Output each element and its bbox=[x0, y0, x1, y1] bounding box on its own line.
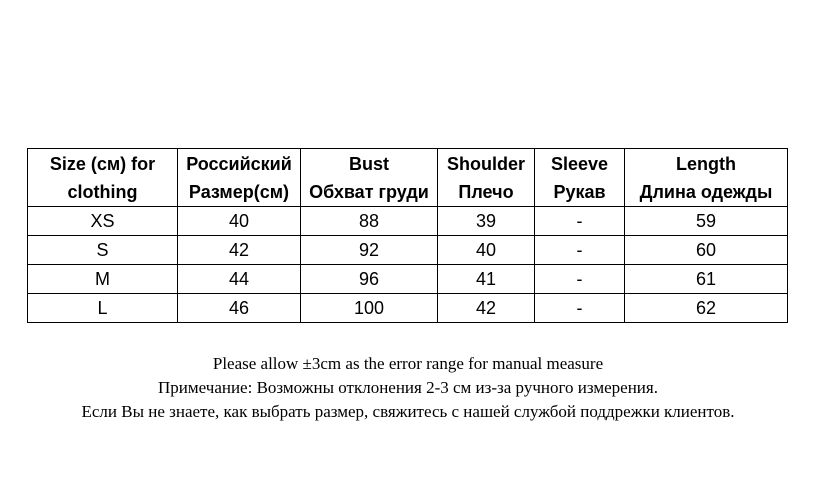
header-bust-line2: Обхват груди bbox=[309, 181, 429, 202]
header-russian-size-line1: Российский bbox=[186, 153, 292, 174]
cell-bust: 92 bbox=[301, 236, 438, 265]
cell-shoulder: 41 bbox=[438, 265, 535, 294]
cell-length: 62 bbox=[625, 294, 788, 323]
cell-shoulder: 42 bbox=[438, 294, 535, 323]
cell-shoulder: 39 bbox=[438, 207, 535, 236]
cell-bust: 88 bbox=[301, 207, 438, 236]
cell-bust: 100 bbox=[301, 294, 438, 323]
cell-bust: 96 bbox=[301, 265, 438, 294]
cell-size: L bbox=[28, 294, 178, 323]
cell-sleeve: - bbox=[535, 294, 625, 323]
size-chart-table bbox=[27, 148, 788, 323]
header-shoulder-line2: Плечо bbox=[458, 181, 514, 202]
cell-length: 61 bbox=[625, 265, 788, 294]
header-russian-size-line2: Размер(см) bbox=[188, 181, 290, 202]
cell-length: 59 bbox=[625, 207, 788, 236]
header-bust bbox=[301, 149, 438, 207]
header-length-line2: Длина одежды bbox=[639, 181, 773, 202]
note-measure-tolerance-ru: Примечание: Возможны отклонения 2-3 см из-за ручного измерения. bbox=[158, 378, 658, 397]
header-shoulder bbox=[438, 149, 535, 207]
header-size-line2: clothing bbox=[67, 181, 138, 202]
cell-russian-size: 42 bbox=[178, 236, 301, 265]
table-row bbox=[28, 207, 788, 236]
cell-russian-size: 44 bbox=[178, 265, 301, 294]
cell-length: 60 bbox=[625, 236, 788, 265]
table-row bbox=[28, 236, 788, 265]
cell-size: S bbox=[28, 236, 178, 265]
header-bust-line1: Bust bbox=[349, 153, 389, 174]
header-shoulder-line1: Shoulder bbox=[446, 153, 525, 174]
cell-shoulder: 40 bbox=[438, 236, 535, 265]
header-sleeve-line2: Рукав bbox=[553, 181, 606, 202]
note-measure-tolerance-en: Please allow ±3cm as the error range for manual measure bbox=[212, 354, 604, 373]
cell-sleeve: - bbox=[535, 236, 625, 265]
cell-sleeve: - bbox=[535, 207, 625, 236]
header-length bbox=[625, 149, 788, 207]
header-sleeve-line1: Sleeve bbox=[550, 153, 609, 174]
table-header-row bbox=[28, 149, 788, 207]
header-sleeve bbox=[535, 149, 625, 207]
cell-russian-size: 46 bbox=[178, 294, 301, 323]
header-size bbox=[28, 149, 178, 207]
cell-size: M bbox=[28, 265, 178, 294]
table-row bbox=[28, 294, 788, 323]
cell-size: XS bbox=[28, 207, 178, 236]
cell-sleeve: - bbox=[535, 265, 625, 294]
header-size-line1: Size (см) for bbox=[49, 153, 156, 174]
header-length-line1: Length bbox=[676, 153, 736, 174]
table-row bbox=[28, 265, 788, 294]
cell-russian-size: 40 bbox=[178, 207, 301, 236]
header-russian-size bbox=[178, 149, 301, 207]
note-contact-support-ru: Если Вы не знаете, как выбрать размер, свяжитесь с нашей службой поддрежки клиентов. bbox=[81, 402, 735, 421]
